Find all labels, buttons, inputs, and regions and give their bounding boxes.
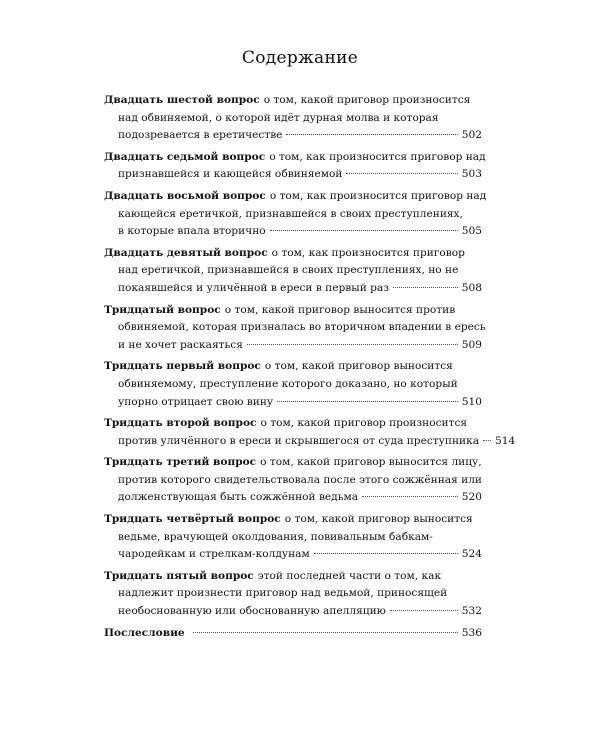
toc-text: обвиняемому, преступление которого доказано, но который bbox=[118, 377, 458, 390]
toc-entry bbox=[104, 568, 482, 621]
toc-line bbox=[104, 188, 487, 206]
toc-line bbox=[104, 454, 482, 472]
page-title: Содержание bbox=[241, 48, 359, 68]
toc-entry bbox=[104, 415, 516, 450]
toc-page-number: 510 bbox=[461, 395, 482, 408]
toc-line bbox=[104, 433, 516, 451]
toc-text: надлежит произнести приговор над ведьмой, приносящей bbox=[118, 587, 448, 600]
toc-text: о том, как произносится приговор над bbox=[269, 150, 486, 163]
toc-text: о том, какой приговор произносится bbox=[260, 417, 468, 430]
toc-entry bbox=[104, 188, 487, 241]
toc-heading: Двадцать восьмой вопрос bbox=[104, 189, 266, 202]
dot-leader bbox=[314, 553, 458, 554]
dot-leader bbox=[193, 632, 458, 633]
toc-page-number: 509 bbox=[461, 338, 482, 351]
toc-text: ведьме, врачующей околдования, повивальным бабкам- bbox=[118, 530, 433, 543]
toc-text: долженствующая быть сожжённой ведьма bbox=[118, 491, 359, 504]
toc-line bbox=[104, 337, 482, 355]
toc-text: против уличённого в ереси и скрывшегося от суда преступника bbox=[118, 434, 480, 447]
toc-entry bbox=[104, 625, 482, 643]
toc-text: о том, какой приговор выносится bbox=[284, 513, 473, 526]
toc-text: о том, какой приговор выносится bbox=[264, 360, 453, 373]
toc-entry bbox=[104, 358, 482, 411]
toc-line bbox=[104, 149, 486, 167]
dot-leader bbox=[483, 440, 491, 441]
toc-line bbox=[104, 489, 482, 507]
toc-line bbox=[104, 511, 482, 529]
toc-text: этой последней части о том, как bbox=[257, 569, 442, 582]
toc-line bbox=[104, 568, 482, 586]
dot-leader bbox=[270, 230, 458, 231]
toc-text: о том, какой приговор выносится лицу, bbox=[260, 456, 482, 469]
toc-page-number: 508 bbox=[461, 281, 482, 294]
toc-line bbox=[104, 262, 482, 280]
toc-text: в которые впала вторично bbox=[118, 225, 266, 238]
toc-page-number: 505 bbox=[461, 225, 482, 238]
toc-line bbox=[104, 472, 482, 490]
toc-text: против которого свидетельствовала после этого сожжённая или bbox=[118, 473, 482, 486]
dot-leader bbox=[390, 610, 458, 611]
toc-line bbox=[104, 546, 482, 564]
toc-line bbox=[104, 394, 482, 412]
toc-entry bbox=[104, 302, 486, 355]
toc-heading: Тридцать первый вопрос bbox=[104, 360, 261, 373]
toc-entry bbox=[104, 149, 486, 184]
toc-heading: Двадцать девятый вопрос bbox=[104, 246, 268, 259]
toc-page-number: 532 bbox=[461, 605, 482, 618]
toc-entry bbox=[104, 511, 482, 564]
toc-line bbox=[104, 280, 482, 298]
toc-text: признавшейся и кающейся обвиняемой bbox=[118, 168, 343, 181]
dot-leader bbox=[247, 344, 458, 345]
toc-page-number: 503 bbox=[461, 168, 482, 181]
toc-entry bbox=[104, 454, 482, 507]
toc-line bbox=[104, 127, 482, 145]
toc-text: о том, как произносится приговор bbox=[271, 246, 465, 259]
toc-line bbox=[104, 166, 482, 184]
toc-line bbox=[104, 585, 482, 603]
toc-heading: Тридцать пятый вопрос bbox=[104, 569, 254, 582]
toc-text: и не хочет раскаяться bbox=[118, 338, 243, 351]
toc-line bbox=[104, 358, 482, 376]
toc-line bbox=[104, 529, 482, 547]
table-of-contents bbox=[104, 92, 516, 646]
toc-text: о том, как произносится приговор над bbox=[269, 189, 487, 202]
toc-line bbox=[104, 319, 486, 337]
toc-text: упорно отрицает свою вину bbox=[118, 395, 274, 408]
toc-text: необоснованную или обоснованную апелляцию bbox=[118, 605, 386, 618]
toc-heading: Двадцать шестой вопрос bbox=[104, 94, 260, 106]
dot-leader bbox=[346, 173, 457, 174]
toc-text: покаявшейся и уличённой в ереси в первый раз bbox=[118, 281, 389, 294]
dot-leader bbox=[393, 287, 458, 288]
toc-page-number: 524 bbox=[461, 548, 482, 561]
toc-line bbox=[104, 206, 482, 224]
toc-page-number: 520 bbox=[461, 491, 482, 504]
toc-line bbox=[104, 625, 482, 643]
toc-page-number: 502 bbox=[461, 129, 482, 142]
toc-line bbox=[104, 302, 482, 320]
toc-line bbox=[104, 603, 482, 621]
toc-line bbox=[104, 415, 482, 433]
toc-text: чародейкам и стрелкам-колдунам bbox=[118, 548, 310, 561]
toc-page-number: 514 bbox=[495, 434, 516, 447]
toc-text: о том, какой приговор выносится против bbox=[224, 303, 456, 316]
toc-line bbox=[104, 92, 482, 110]
toc-heading: Тридцать второй вопрос bbox=[104, 417, 257, 430]
toc-heading: Тридцатый вопрос bbox=[104, 303, 221, 316]
toc-line bbox=[104, 223, 482, 241]
toc-entry bbox=[104, 92, 482, 145]
toc-line bbox=[104, 245, 482, 263]
toc-text: о том, какой приговор произносится bbox=[263, 94, 471, 106]
toc-page-number: 536 bbox=[461, 626, 482, 639]
dot-leader bbox=[277, 401, 458, 402]
toc-text: над еретичкой, признавшейся в своих преступлениях, но не bbox=[118, 264, 459, 277]
toc-heading: Двадцать седьмой вопрос bbox=[104, 150, 266, 163]
toc-heading: Послесловие bbox=[104, 626, 185, 639]
dot-leader bbox=[362, 496, 458, 497]
toc-entry bbox=[104, 245, 482, 298]
toc-text: обвиняемой, которая призналась во вторичном впадении в ересь bbox=[118, 321, 486, 334]
toc-line bbox=[104, 110, 482, 128]
toc-text: кающейся еретичкой, признавшейся в своих преступлениях, bbox=[118, 207, 463, 220]
toc-heading: Тридцать третий вопрос bbox=[104, 456, 257, 469]
dot-leader bbox=[286, 134, 457, 135]
toc-heading: Тридцать четвёртый вопрос bbox=[104, 513, 281, 526]
toc-text: над обвиняемой, о которой идёт дурная молва и которая bbox=[118, 111, 439, 124]
toc-line bbox=[104, 376, 482, 394]
toc-text: подозревается в еретичестве bbox=[118, 129, 283, 142]
